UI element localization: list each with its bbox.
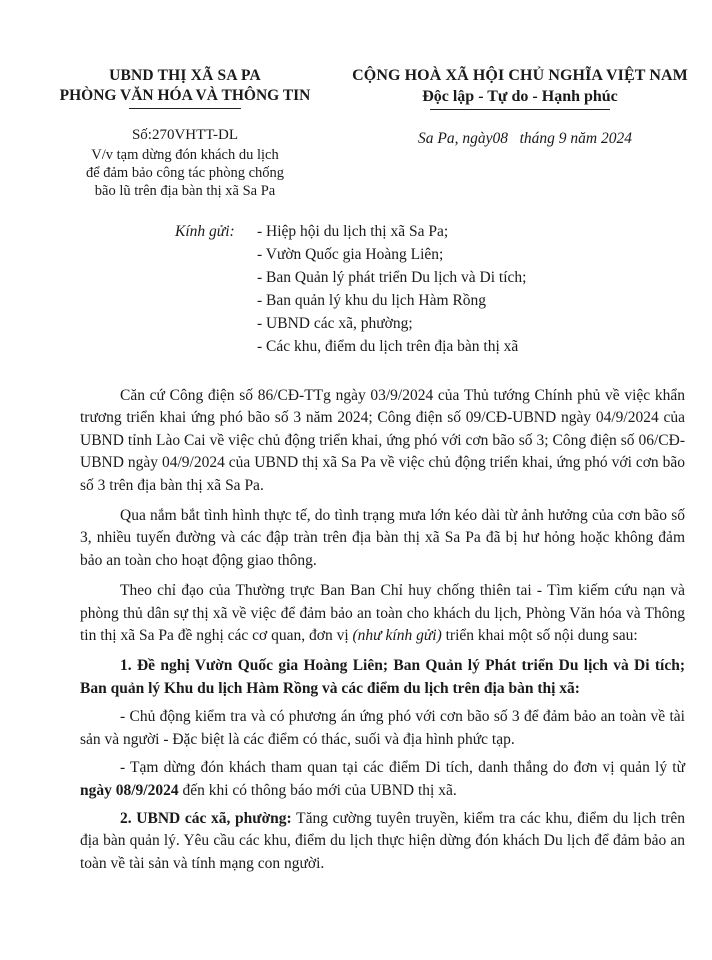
document-number: Số:270VHTT-DL (131, 127, 239, 143)
issuing-agency (44, 66, 326, 109)
section-1-bullet-1: - Chủ động kiểm tra và có phương án ứng phó với cơn bão số 3 để đảm bảo an toàn về tài sản và người - Đặc biệt là các điểm có thác, suối và địa hình phức tạp. (80, 708, 685, 748)
bullet-2-date: ngày 08/9/2024 (80, 781, 179, 799)
recipient-item: - Các khu, điểm du lịch trên địa bàn thị xã (257, 338, 519, 355)
recipient-item: - Ban quản lý khu du lịch Hàm Rồng (257, 292, 487, 309)
document-reference (44, 126, 326, 200)
recipient-item: - Vườn Quốc gia Hoàng Liên; (257, 246, 444, 263)
agency-parent: UBND THỊ XÃ SA PA (109, 67, 261, 84)
recipient-item: - UBND các xã, phường; (257, 315, 413, 332)
recipients-list (257, 220, 526, 358)
motto: Độc lập - Tự do - Hạnh phúc (422, 88, 618, 105)
agency-underline (129, 108, 241, 109)
paragraph-directive (80, 580, 685, 647)
paragraph-legal-basis: Căn cứ Công điện số 86/CĐ-TTg ngày 03/9/2024 của Thủ tướng Chính phủ về việc khẩn trương triển khai ứng phó bão số 3 năm 2024; Công điện số 09/CĐ-UBND ngày 04/9/2024 của UBND tỉnh Lào Cai về việc chủ động triển khai, ứng phó với cơn bão số 3; Công điện số 06/CĐ-UBND ngày 04/9/2024 của UBND thị xã Sa Pa về việc chủ động triển khai, ứng phó với cơn bão số 3 trên địa bàn thị xã Sa Pa. (80, 387, 685, 494)
document-body (80, 385, 685, 883)
bullet-2-text: - Tạm dừng đón khách tham quan tại các điểm Di tích, danh thắng do đơn vị quản lý từ (120, 759, 685, 777)
national-motto (335, 66, 705, 110)
recipient-item: - Ban Quản lý phát triển Du lịch và Di tích; (257, 269, 527, 286)
subject-line-3: bão lũ trên địa bàn thị xã Sa Pa (94, 183, 276, 199)
section-1-bullet-2 (80, 757, 685, 802)
subject-line-2: để đảm bảo công tác phòng chống (85, 165, 285, 181)
recipient-item: - Hiệp hội du lịch thị xã Sa Pa; (257, 223, 449, 240)
section-2 (80, 808, 685, 875)
agency-name: PHÒNG VĂN HÓA VÀ THÔNG TIN (59, 87, 311, 104)
subject-line-1: V/v tạm dừng đón khách du lịch (91, 147, 279, 163)
bullet-2-text-end: đến khi có thông báo mới của UBND thị xã. (178, 781, 457, 799)
directive-text-end: triển khai một số nội dung sau: (441, 627, 638, 645)
directive-text: Theo chỉ đạo của Thường trực Ban Ban Chỉ huy chống thiên tai - Tìm kiếm cứu nạn và phòng thủ dân sự thị xã về việc để đảm bảo an toàn cho khách du lịch, Phòng Văn hóa và Thông tin thị xã Sa Pa đề nghị các cơ quan, đơn vị (80, 582, 685, 645)
recipients-lead: Kính gửi: (175, 223, 235, 240)
date-place: Sa Pa, ngày08 tháng 9 năm 2024 (418, 130, 632, 147)
section-2-heading: 2. UBND các xã, phường: (120, 809, 292, 827)
section-1-heading: 1. Đề nghị Vườn Quốc gia Hoàng Liên; Ban Quản lý Phát triển Du lịch và Di tích; Ban quản lý Khu du lịch Hàm Rồng và các điểm du lịch trên địa bàn thị xã: (80, 657, 685, 697)
section-2-text: Tăng cường tuyên truyền, kiểm tra các khu, điểm du lịch trên địa bàn quản lý. Yêu cầu các khu, điểm du lịch thực hiện dừng đón khách Du lịch để đảm bảo an toàn về tài sản và tính mạng con người. (80, 809, 685, 872)
recipients-block (175, 220, 526, 358)
motto-underline (430, 109, 610, 110)
directive-italic: (như kính gửi) (352, 627, 442, 645)
country-name: CỘNG HOÀ XÃ HỘI CHỦ NGHĨA VIỆT NAM (352, 67, 688, 84)
paragraph-situation: Qua nắm bắt tình hình thực tế, do tình trạng mưa lớn kéo dài từ ảnh hưởng của cơn bão số 3, nhiều tuyến đường và các đập tràn trên địa bàn thị xã Sa Pa đã bị hư hỏng hoặc không đảm bảo an toàn cho hoạt động giao thông. (80, 507, 685, 569)
